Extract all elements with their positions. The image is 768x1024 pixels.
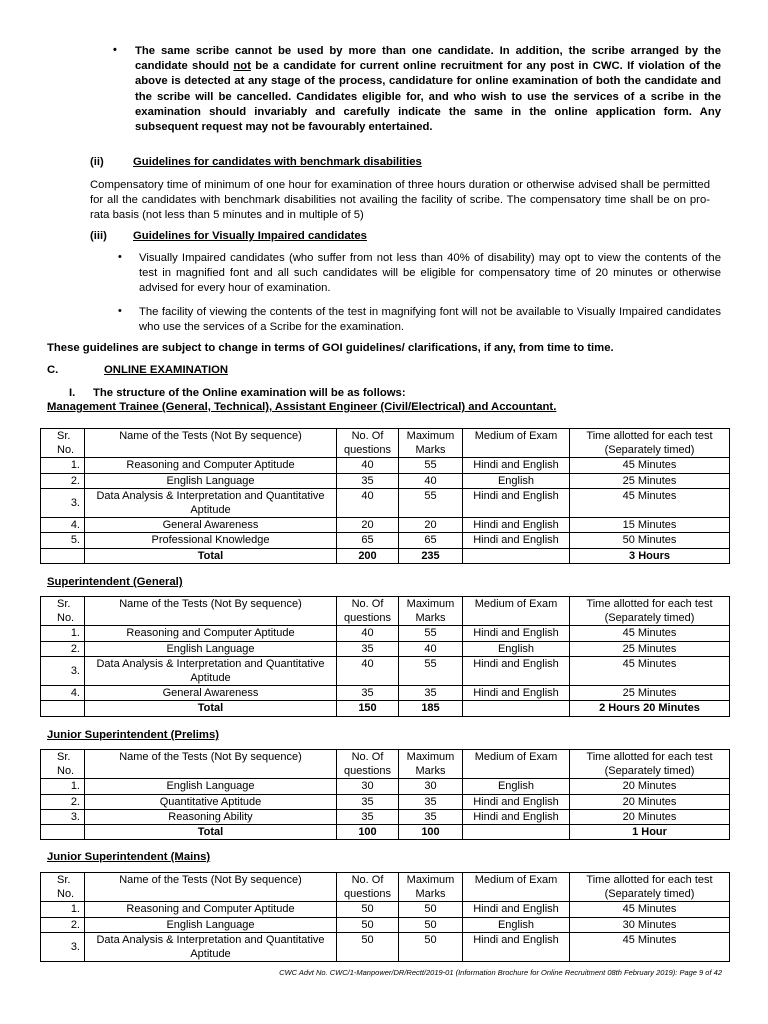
- header-questions: No. Of questions: [337, 750, 399, 779]
- table-row: 4. General Awareness 35 35 Hindi and English 25 Minutes: [41, 686, 730, 701]
- header-sr: Sr. No.: [41, 597, 85, 626]
- header-marks: Maximum Marks: [399, 750, 463, 779]
- header-time: Time allotted for each test (Separately timed): [570, 429, 730, 458]
- table-header-row: [41, 597, 730, 626]
- header-medium: Medium of Exam: [463, 429, 570, 458]
- header-medium: Medium of Exam: [463, 750, 570, 779]
- bullet-glyph: •: [118, 251, 122, 263]
- table-row: 3. Data Analysis & Interpretation and Quantitative Aptitude 40 55 Hindi and English 45 Minutes: [41, 656, 730, 685]
- section-iii-title: Guidelines for Visually Impaired candidates: [133, 230, 367, 242]
- table-row: 2. English Language 50 50 English 30 Minutes: [41, 917, 730, 932]
- table-title-management-trainee: Management Trainee (General, Technical), Assistant Engineer (Civil/Electrical) and Accountant.: [47, 401, 557, 413]
- table-header-row: [41, 429, 730, 458]
- header-name: Name of the Tests (Not By sequence): [85, 750, 337, 779]
- table-row: 3. Data Analysis & Interpretation and Quantitative Aptitude 40 55 Hindi and English 45 Minutes: [41, 488, 730, 517]
- table-row: 2. Quantitative Aptitude 35 35 Hindi and English 20 Minutes: [41, 794, 730, 809]
- bullet-glyph: •: [113, 44, 117, 56]
- table-header-row: [41, 750, 730, 779]
- table-row: 1. English Language 30 30 English 20 Minutes: [41, 779, 730, 794]
- exam-table-jr-superintendent-mains: [40, 872, 730, 962]
- header-medium: Medium of Exam: [463, 597, 570, 626]
- header-name: Name of the Tests (Not By sequence): [85, 597, 337, 626]
- header-time: Time allotted for each test (Separately timed): [570, 750, 730, 779]
- table-title-superintendent: Superintendent (General): [47, 576, 183, 588]
- table-title-junior-superintendent-prelims: Junior Superintendent (Prelims): [47, 729, 219, 741]
- header-medium: Medium of Exam: [463, 873, 570, 902]
- table-row: 3. Reasoning Ability 35 35 Hindi and English 20 Minutes: [41, 809, 730, 824]
- bullet-glyph: •: [118, 305, 122, 317]
- section-ii-number: (ii): [90, 156, 104, 168]
- scribe-paragraph: The same scribe cannot be used by more than one candidate. In addition, the scribe arranged by the candidate should not be a candidate for current online recruitment for any post in CWC. If violation of the above is detected at any stage of the process, candidature for online examination of both the candidate and the scribe will be cancelled. Candidates eligible for, and who wish to use the services of a scribe in the examination should invariably and carefully indicate the same in the online application form. Any subsequent request may not be favourably entertained.: [135, 45, 721, 134]
- table-row: 5. Professional Knowledge 65 65 Hindi and English 50 Minutes: [41, 533, 730, 548]
- table-row: 1. Reasoning and Computer Aptitude 40 55 Hindi and English 45 Minutes: [41, 626, 730, 641]
- section-c-number: C.: [47, 364, 59, 376]
- vi-bullet-1: Visually Impaired candidates (who suffer from not less than 40% of disability) may opt to view the contents of the test in magnified font and all such candidates will be eligible for compensatory time of 20 minutes or otherwise advised for every hour of examination.: [139, 252, 721, 295]
- header-sr: Sr. No.: [41, 429, 85, 458]
- table-title-junior-superintendent-mains: Junior Superintendent (Mains): [47, 851, 211, 863]
- table-total-row: Total 200 235 3 Hours: [41, 548, 730, 563]
- header-time: Time allotted for each test (Separately timed): [570, 873, 730, 902]
- table-total-row: Total 100 100 1 Hour: [41, 825, 730, 840]
- header-questions: No. Of questions: [337, 873, 399, 902]
- header-marks: Maximum Marks: [399, 597, 463, 626]
- table-row: 2. English Language 35 40 English 25 Minutes: [41, 473, 730, 488]
- exam-table-jr-superintendent-prelims: [40, 749, 730, 840]
- table-row: 4. General Awareness 20 20 Hindi and English 15 Minutes: [41, 518, 730, 533]
- table-row: 1. Reasoning and Computer Aptitude 40 55 Hindi and English 45 Minutes: [41, 458, 730, 473]
- table-row: 3. Data Analysis & Interpretation and Quantitative Aptitude 50 50 Hindi and English 45 Minutes: [41, 932, 730, 961]
- exam-table-management-trainee: [40, 428, 730, 564]
- table-total-row: Total 150 185 2 Hours 20 Minutes: [41, 701, 730, 716]
- section-ii-title: Guidelines for candidates with benchmark disabilities: [133, 156, 422, 168]
- header-marks: Maximum Marks: [399, 873, 463, 902]
- section-iii-number: (iii): [90, 230, 107, 242]
- header-marks: Maximum Marks: [399, 429, 463, 458]
- table-header-row: [41, 873, 730, 902]
- section-ii-text: Compensatory time of minimum of one hour for examination of three hours duration or otherwise advised shall be permitted for all the candidates with benchmark disabilities not availing the facility of scribe. The compensatory time shall be on pro-rata basis (not less than 5 minutes and in multiple of 5): [90, 179, 710, 222]
- header-sr: Sr. No.: [41, 750, 85, 779]
- section-i-number: I.: [69, 387, 76, 399]
- table-row: 1. Reasoning and Computer Aptitude 50 50 Hindi and English 45 Minutes: [41, 902, 730, 917]
- section-i-title: The structure of the Online examination will be as follows:: [93, 387, 406, 399]
- header-questions: No. Of questions: [337, 597, 399, 626]
- section-c-title: ONLINE EXAMINATION: [104, 364, 229, 376]
- vi-bullet-2: The facility of viewing the contents of the test in magnifying font will not be available to Visually Impaired candidates who use the services of a Scribe for the examination.: [139, 306, 721, 334]
- page-footer: CWC Advt No. CWC/1-Manpower/DR/Rectt/2019-01 (Information Brochure for Online Recruitment 08th February 2019): Page 9 of 42: [279, 968, 722, 977]
- header-name: Name of the Tests (Not By sequence): [85, 873, 337, 902]
- exam-table-superintendent: [40, 596, 730, 717]
- header-sr: Sr. No.: [41, 873, 85, 902]
- header-questions: No. Of questions: [337, 429, 399, 458]
- header-time: Time allotted for each test (Separately timed): [570, 597, 730, 626]
- header-name: Name of the Tests (Not By sequence): [85, 429, 337, 458]
- table-row: 2. English Language 35 40 English 25 Minutes: [41, 641, 730, 656]
- guidelines-note: These guidelines are subject to change in terms of GOI guidelines/ clarifications, if any, from time to time.: [47, 342, 614, 354]
